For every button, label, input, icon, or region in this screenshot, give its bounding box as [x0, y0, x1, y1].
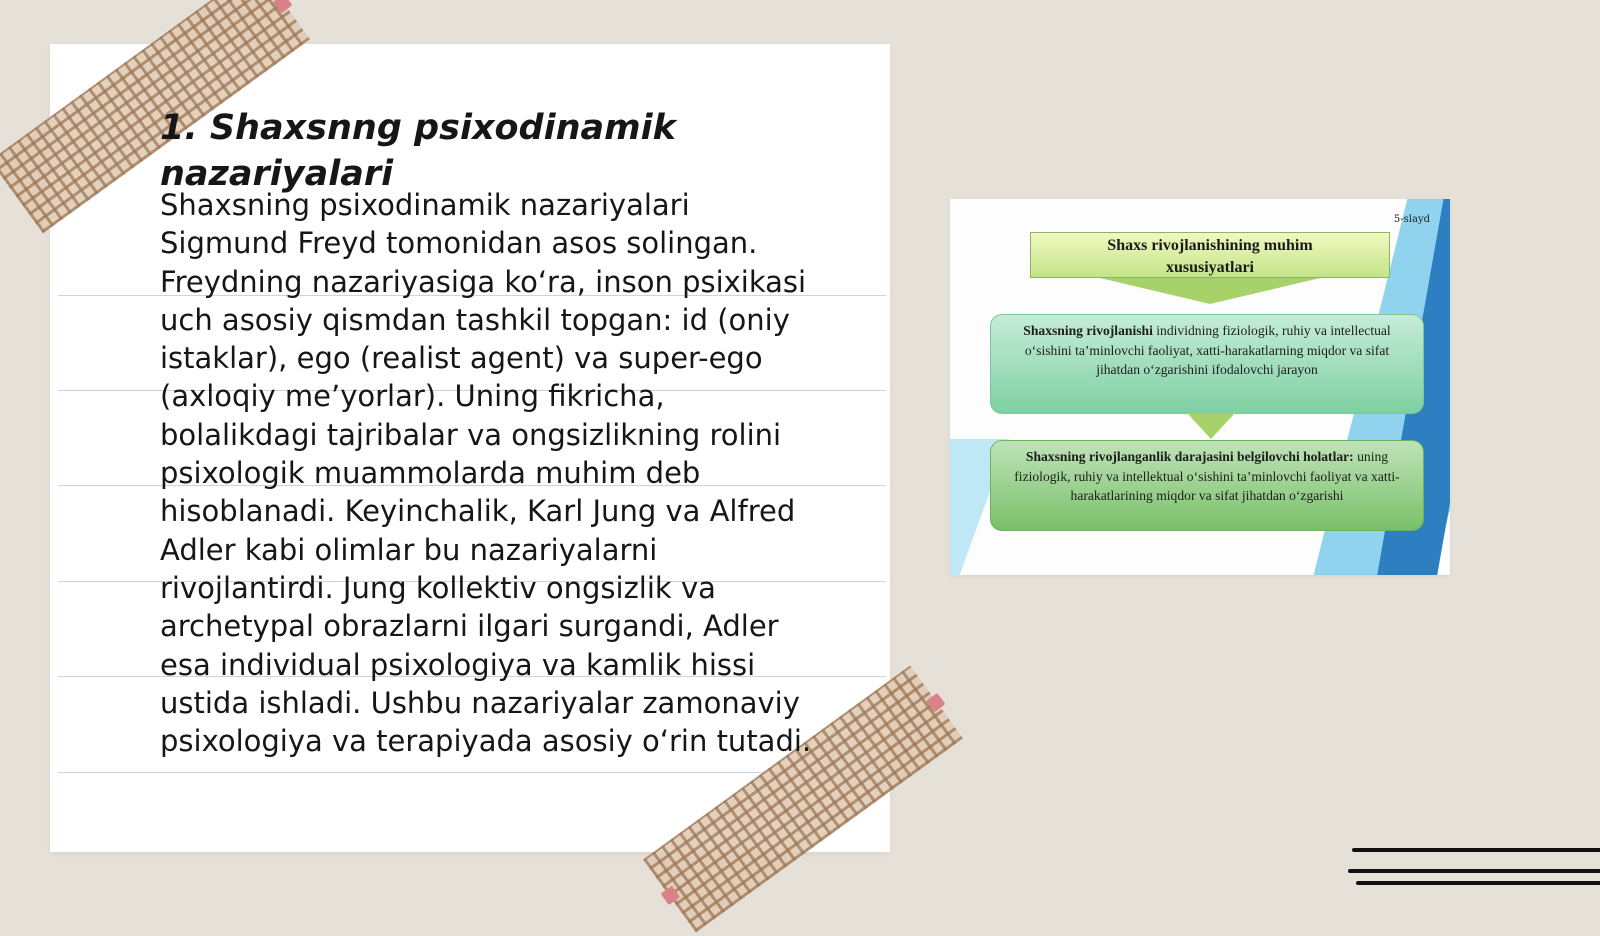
body-line: esa individual psixologiya va kamlik hissi — [160, 647, 756, 682]
slide-heading-box — [1030, 232, 1390, 278]
slide-page-label: 5-slayd — [1393, 214, 1430, 225]
body-line: rivojlantirdi. Jung kollektiv ongsizlik va — [160, 570, 716, 605]
slide-heading-line: Shaxs rivojlanishining muhim — [1107, 237, 1313, 254]
conditions-box — [990, 440, 1424, 531]
body-line: archetypal obrazlarni ilgari surgandi, Adler — [160, 609, 779, 644]
body-line: istaklar), ego (realist agent) va super-ego — [160, 341, 763, 376]
body-text — [160, 186, 840, 760]
conditions-term: Shaxsning rivojlanganlik darajasini belgilovchi holatlar: — [1025, 449, 1354, 464]
tape-corner — [926, 693, 946, 713]
definition-box — [990, 314, 1424, 414]
slide-heading-line: xususiyatlari — [1165, 259, 1254, 276]
brush-stroke — [1352, 848, 1600, 852]
brush-stroke — [1356, 881, 1600, 885]
conditions-text: uning fiziologik, ruhiy va intellektual oʻsishini ta’minlovchi faoliyat va xatti-harakatlarining miqdor va sifat jihatdan oʻzgarishi — [1014, 449, 1400, 504]
embedded-slide-image — [950, 199, 1450, 575]
brush-stroke — [1348, 869, 1600, 873]
tape-corner — [273, 0, 293, 13]
down-arrow-icon — [1100, 278, 1320, 304]
body-line: bolalikdagi tajribalar va ongsizlikning rolini — [160, 417, 782, 452]
body-line: (axloqiy me’yorlar). Uning fikricha, — [160, 379, 665, 414]
down-arrow-icon — [1187, 413, 1235, 439]
body-line: hisoblanadi. Keyinchalik, Karl Jung va Alfred — [160, 494, 796, 529]
body-line: Sigmund Freyd tomonidan asos solingan. — [160, 226, 758, 261]
slide-title: 1. Shaxsnng psixodinamik nazariyalari — [160, 108, 676, 194]
definition-term: Shaxsning rivojlanishi — [1023, 323, 1153, 338]
body-line: psixologiya va terapiyada asosiy oʻrin tutadi. — [160, 724, 812, 759]
body-line: psixologik muammolarda muhim deb — [160, 456, 701, 491]
tape-corner — [661, 886, 681, 906]
brush-strokes-decoration — [1348, 846, 1600, 896]
body-line: uch asosiy qismdan tashkil topgan: id (oniy — [160, 302, 790, 337]
body-line: Adler kabi olimlar bu nazariyalarni — [160, 532, 658, 567]
definition-text: individning fiziologik, ruhiy va intellectual oʻsishini ta’minlovchi faoliyat, xatti-harakatlarning miqdor va sifat jihatdan oʻzgarishini ifodalovchi jarayon — [1024, 323, 1391, 378]
body-line: ustida ishladi. Ushbu nazariyalar zamonaviy — [160, 685, 800, 720]
body-line: Shaxsning psixodinamik nazariyalari — [160, 188, 690, 222]
body-line: Freydning nazariyasiga koʻra, inson psixikasi — [160, 264, 807, 299]
